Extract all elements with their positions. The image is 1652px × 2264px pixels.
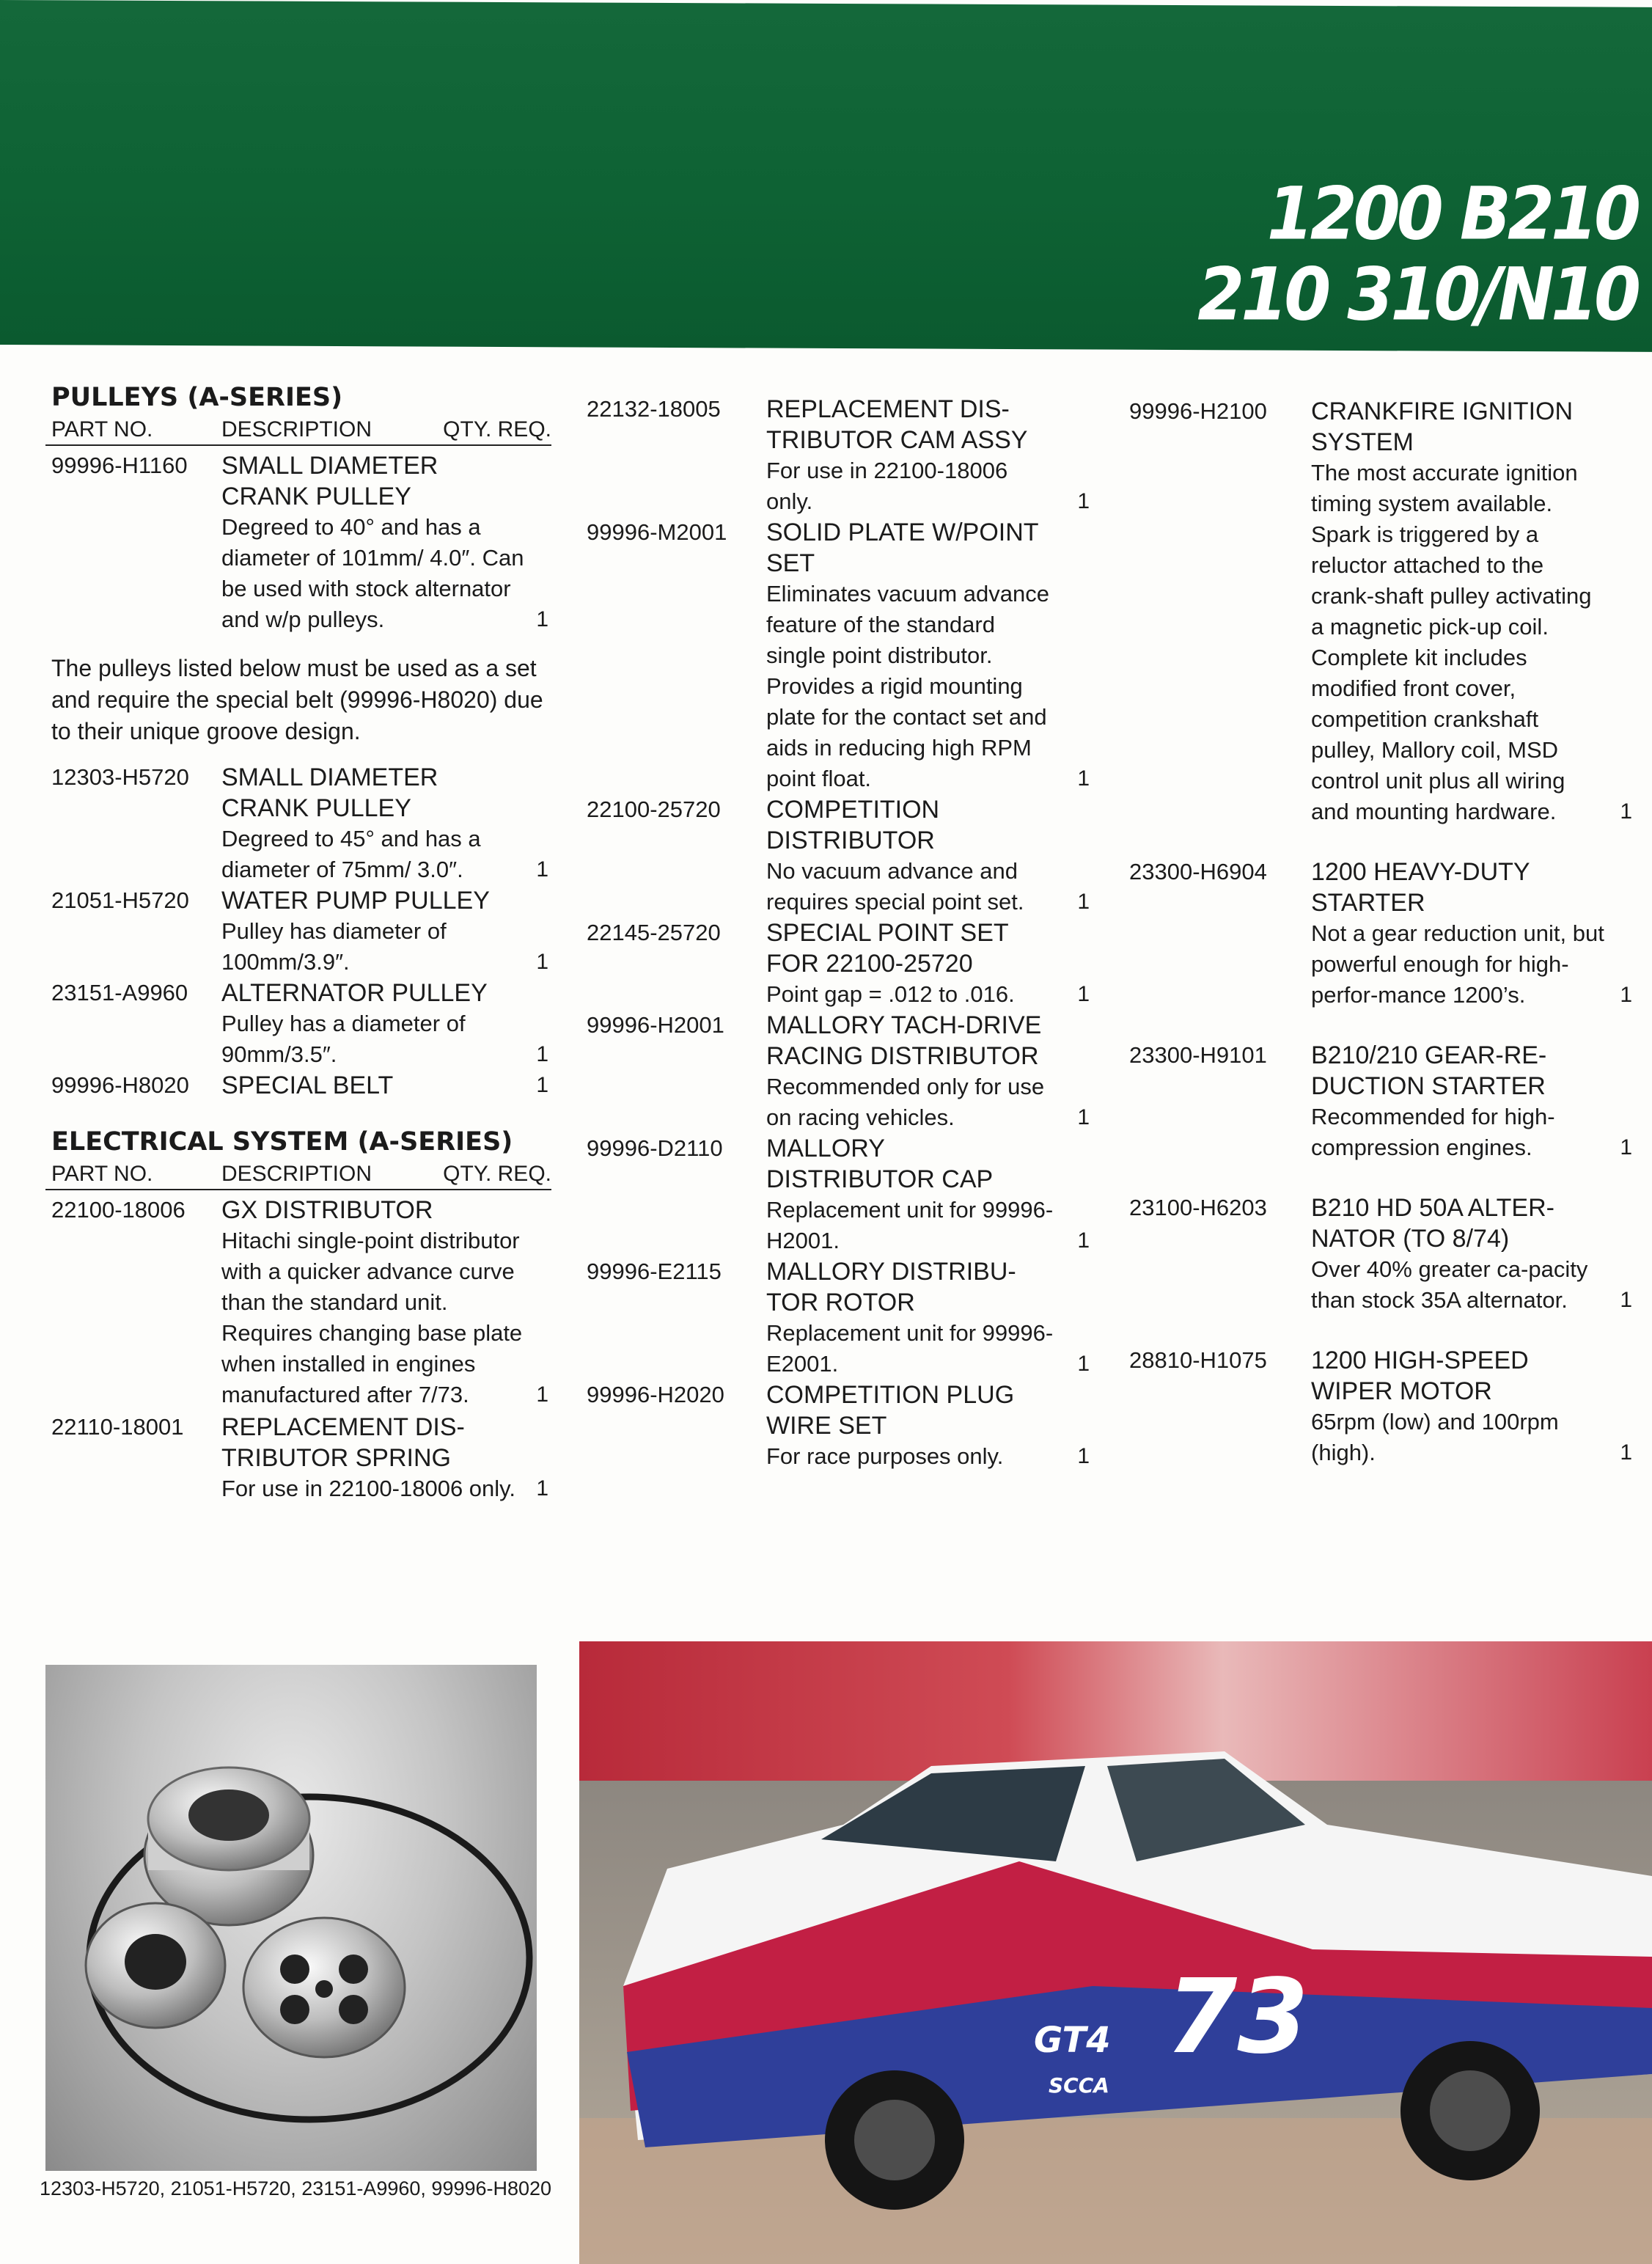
part-title: REPLACEMENT DIS-TRIBUTOR SPRING (221, 1413, 465, 1472)
part-title: B210/210 GEAR-RE-DUCTION STARTER (1311, 1041, 1547, 1100)
part-item (45, 1412, 551, 1504)
part-description: Not a gear reduction unit, but powerful enough for high-perfor-mance 1200’s. (1311, 920, 1604, 1008)
part-number: 22100-18006 (51, 1197, 186, 1223)
crank-pulley-shape (144, 1767, 313, 1925)
part-details (221, 450, 529, 635)
part-number: 99996-H2100 (1129, 398, 1267, 424)
part-qty: 1 (536, 1042, 548, 1066)
header-part-no: PART NO. (51, 1162, 153, 1186)
part-number: 23300-H9101 (1129, 1042, 1267, 1068)
part-item (587, 794, 1093, 917)
part-description: For use in 22100-18006 only. (766, 458, 1008, 514)
photo-caption: 12303-H5720, 21051-H5720, 23151-A9960, 99996-H8020 (40, 2177, 552, 2199)
part-item (1129, 1193, 1635, 1316)
pulleys-section-title: PULLEYS (A-SERIES) (51, 383, 343, 412)
pulley-item-list (45, 450, 551, 635)
part-qty: 1 (536, 607, 548, 631)
part-number: 12303-H5720 (51, 764, 189, 790)
pulley-set-item-list (45, 762, 551, 1101)
part-item (45, 1070, 551, 1101)
part-title: MALLORY DISTRIBUTOR CAP (766, 1135, 994, 1193)
part-item (45, 1195, 551, 1410)
part-qty: 1 (1077, 489, 1090, 513)
part-details (221, 762, 529, 885)
part-description: Degreed to 45° and has a diameter of 75mm/ 3.0″. (221, 826, 481, 882)
part-item (587, 394, 1093, 517)
right-column (1129, 396, 1635, 1468)
part-qty: 1 (1620, 799, 1632, 824)
electrical-section-title: ELECTRICAL SYSTEM (A-SERIES) (51, 1127, 513, 1157)
part-qty: 1 (1077, 1352, 1090, 1376)
pulley-set-photo (45, 1665, 537, 2171)
part-description: Over 40% greater ca-pacity than stock 35A alternator. (1311, 1256, 1588, 1313)
part-number: 99996-D2110 (587, 1135, 723, 1161)
part-item (45, 450, 551, 635)
part-item (587, 1380, 1093, 1472)
part-description: Degreed to 40° and has a diameter of 101mm/ 4.0″. Can be used with stock alternator and w/p pulleys. (221, 514, 524, 632)
part-title: 1200 HEAVY-DUTY STARTER (1311, 858, 1530, 917)
part-number: 22100-25720 (587, 796, 721, 822)
part-description: Recommended for high-compression engines. (1311, 1104, 1555, 1160)
electrical-column-header (45, 1160, 551, 1190)
part-number: 22145-25720 (587, 920, 721, 945)
part-qty: 1 (1620, 1135, 1632, 1160)
part-qty: 1 (536, 857, 548, 882)
part-description: Hitachi single-point distributor with a quicker advance curve than the standard unit. Requires changing base plate when installed in engines manufactured after 7/73. (221, 1228, 523, 1407)
part-title: MALLORY DISTRIBU-TOR ROTOR (766, 1258, 1016, 1316)
part-description: Pulley has a diameter of 90mm/3.5″. (221, 1011, 466, 1067)
part-item (1129, 396, 1635, 827)
middle-column (587, 394, 1093, 1472)
part-title: WATER PUMP PULLEY (221, 887, 490, 915)
part-title: COMPETITION PLUG WIRE SET (766, 1381, 1015, 1440)
part-number: 99996-H8020 (51, 1072, 189, 1098)
part-number: 99996-M2001 (587, 519, 727, 545)
part-details (766, 394, 1060, 517)
title-line-1: 1200 B210 (1266, 171, 1637, 257)
part-description: The most accurate ignition timing system available. Spark is triggered by a reluctor attached to the crank-shaft pulley activating a magnetic pick-up coil. Complete kit includes modified front cover, competition crankshaft pulley, Mallory coil, MSD control unit plus all wiring and mounting hardware. (1311, 460, 1592, 824)
part-details (766, 1256, 1060, 1380)
part-description: Recommended only for use on racing vehicles. (766, 1074, 1045, 1130)
part-number: 99996-H2001 (587, 1012, 724, 1038)
part-number: 99996-H1160 (51, 453, 188, 478)
electrical-item-list-mid (587, 394, 1093, 1472)
part-details (1311, 1193, 1604, 1316)
part-details (221, 1412, 529, 1504)
part-number: 23100-H6203 (1129, 1195, 1267, 1220)
part-number: 28810-H1075 (1129, 1347, 1267, 1373)
part-number: 23300-H6904 (1129, 859, 1267, 884)
part-qty: 1 (1620, 1288, 1632, 1312)
electrical-item-list-right (1129, 396, 1635, 1468)
part-qty: 1 (1077, 1444, 1090, 1468)
part-details (1311, 396, 1604, 827)
part-title: SPECIAL POINT SET FOR 22100-25720 (766, 919, 1009, 978)
part-qty: 1 (1077, 1105, 1090, 1129)
pulley-illustration (45, 1665, 537, 2171)
part-number: 22110-18001 (51, 1414, 184, 1440)
part-item (45, 978, 551, 1070)
header-description: DESCRIPTION (221, 417, 372, 442)
part-title: CRANKFIRE IGNITION SYSTEM (1311, 398, 1574, 456)
part-qty: 1 (1620, 1440, 1632, 1465)
part-details (221, 885, 529, 978)
part-item (45, 885, 551, 978)
part-title: GX DISTRIBUTOR (221, 1196, 433, 1224)
part-item (1129, 1345, 1635, 1468)
part-qty: 1 (1077, 1228, 1090, 1253)
part-description: Point gap = .012 to .016. (766, 981, 1015, 1007)
part-number: 22132-18005 (587, 396, 721, 422)
part-description: No vacuum advance and requires special point set. (766, 858, 1024, 915)
part-details (221, 978, 529, 1070)
pulleys-column-header (45, 415, 551, 446)
alternator-pulley-shape (243, 1918, 405, 2057)
title-line-2: 210 310/N10 (1197, 252, 1637, 337)
part-details (1311, 1345, 1604, 1468)
part-item (587, 517, 1093, 794)
part-title: SPECIAL BELT (221, 1071, 394, 1099)
part-title: SOLID PLATE W/POINT SET (766, 519, 1038, 577)
part-description: For race purposes only. (766, 1443, 1004, 1469)
part-qty: 1 (536, 1476, 548, 1501)
part-details (766, 1133, 1060, 1256)
part-title: COMPETITION DISTRIBUTOR (766, 796, 940, 854)
part-qty: 1 (536, 1382, 548, 1407)
car-number: 73 (1166, 1957, 1309, 2077)
part-item (587, 1256, 1093, 1380)
part-item (45, 762, 551, 885)
part-details (766, 1380, 1060, 1472)
part-details (766, 917, 1060, 1010)
part-details (221, 1195, 529, 1410)
part-description: 65rpm (low) and 100rpm (high). (1311, 1409, 1559, 1465)
part-number: 99996-E2115 (587, 1259, 722, 1284)
part-qty: 1 (1620, 983, 1632, 1007)
part-description: Eliminates vacuum advance feature of the standard single point distributor. Provides a rigid mounting plate for the contact set and aids in reducing high RPM point float. (766, 581, 1049, 791)
part-description: Pulley has diameter of 100mm/3.9″. (221, 918, 447, 975)
part-item (1129, 857, 1635, 1011)
part-title: 1200 HIGH-SPEED WIPER MOTOR (1311, 1347, 1529, 1405)
part-title: SMALL DIAMETER CRANK PULLEY (221, 763, 438, 822)
part-details (221, 1070, 529, 1101)
electrical-item-list (45, 1195, 551, 1504)
page-title (1124, 171, 1637, 337)
part-qty: 1 (536, 1073, 548, 1097)
part-description: Replacement unit for 99996-H2001. (766, 1197, 1054, 1253)
part-details (1311, 857, 1604, 1011)
part-qty: 1 (1077, 982, 1090, 1006)
part-description: Replacement unit for 99996-E2001. (766, 1320, 1054, 1377)
part-qty: 1 (536, 950, 548, 974)
part-number: 99996-H2020 (587, 1382, 724, 1407)
part-number: 21051-H5720 (51, 887, 189, 913)
header-description: DESCRIPTION (221, 1162, 372, 1186)
part-details (766, 517, 1060, 794)
header-part-no: PART NO. (51, 417, 153, 442)
part-details (1311, 1040, 1604, 1163)
part-qty: 1 (1077, 890, 1090, 914)
part-item (1129, 1040, 1635, 1163)
car-class: GT4 (1034, 2020, 1111, 2061)
part-details (766, 794, 1060, 917)
header-qty: QTY. REQ. (443, 1162, 551, 1186)
part-item (587, 1133, 1093, 1256)
part-qty: 1 (1077, 766, 1090, 791)
part-details (766, 1010, 1060, 1133)
water-pump-pulley-shape (86, 1903, 225, 2028)
part-item (587, 1010, 1093, 1133)
part-title: MALLORY TACH-DRIVE RACING DISTRIBUTOR (766, 1011, 1042, 1070)
header-qty: QTY. REQ. (443, 417, 551, 442)
left-column (45, 381, 551, 1504)
part-number: 23151-A9960 (51, 980, 188, 1005)
race-car-photo (579, 1641, 1652, 2264)
car-sponsor: SCCA (1049, 2073, 1109, 2098)
part-title: ALTERNATOR PULLEY (221, 979, 488, 1007)
part-title: REPLACEMENT DIS-TRIBUTOR CAM ASSY (766, 395, 1028, 454)
part-item (587, 917, 1093, 1010)
part-description: For use in 22100-18006 only. (221, 1476, 515, 1501)
part-title: B210 HD 50A ALTER-NATOR (TO 8/74) (1311, 1194, 1554, 1253)
race-car-illustration (579, 1641, 1652, 2264)
pulley-set-note: The pulleys listed below must be used as a set and require the special belt (99996-H8020) due to their unique groove design. (51, 655, 543, 744)
part-title: SMALL DIAMETER CRANK PULLEY (221, 452, 438, 510)
